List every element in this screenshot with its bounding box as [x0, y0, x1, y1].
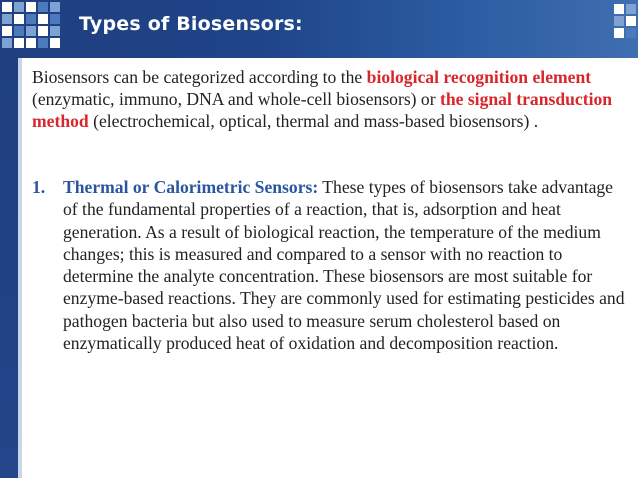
- left-accent-stripe: [18, 58, 22, 478]
- decor-square: [14, 38, 24, 48]
- decor-square: [2, 2, 12, 12]
- decor-square: [50, 26, 60, 36]
- decor-square: [626, 4, 636, 14]
- list-item: [32, 176, 632, 354]
- decor-square: [26, 38, 36, 48]
- decor-square: [38, 38, 48, 48]
- left-accent-bar: [0, 58, 18, 478]
- list-number: 1.: [32, 177, 46, 197]
- decor-square: [2, 14, 12, 24]
- decor-square: [26, 26, 36, 36]
- decor-square: [38, 2, 48, 12]
- decor-square: [614, 28, 624, 38]
- intro-text: (enzymatic, immuno, DNA and whole-cell biosensors) or: [32, 89, 440, 109]
- highlight-recognition-element: biological recognition element: [366, 67, 592, 87]
- intro-text: (electrochemical, optical, thermal and mass-based biosensors) .: [88, 111, 539, 131]
- decor-square: [38, 14, 48, 24]
- intro-paragraph: [32, 66, 632, 132]
- decor-square: [50, 14, 60, 24]
- decor-square: [14, 2, 24, 12]
- decor-square: [26, 2, 36, 12]
- decor-square: [26, 14, 36, 24]
- decor-square: [2, 38, 12, 48]
- decor-square: [614, 16, 624, 26]
- list-heading: Thermal or Calorimetric Sensors:: [63, 177, 319, 197]
- decor-square: [614, 4, 624, 14]
- page-title: Types of Biosensors:: [79, 13, 303, 35]
- decor-square: [14, 26, 24, 36]
- decor-square: [626, 16, 636, 26]
- decor-square: [2, 26, 12, 36]
- decor-square: [14, 14, 24, 24]
- intro-text: Biosensors can be categorized according to the: [32, 67, 367, 87]
- highlight-transduction-method: the signal transduction method: [32, 89, 613, 131]
- decor-square: [50, 38, 60, 48]
- decor-square: [50, 2, 60, 12]
- list-text: These types of biosensors take advantage of the fundamental properties of a reaction, that is, adsorption and heat generation. As a result of biological reaction, the temperature of the medium changes; this is measured and compared to a sensor with no reaction to determine the analyte concentration. These biosensors are most suitable for enzyme-based reactions. They are commonly used for estimating pesticides and pathogen bacteria but also used to measure serum cholesterol based on enzymatically produced heat of oxidation and decomposition reaction.: [63, 177, 625, 354]
- sensor-type-list: [32, 176, 632, 354]
- decor-square: [38, 26, 48, 36]
- decor-square: [626, 28, 636, 38]
